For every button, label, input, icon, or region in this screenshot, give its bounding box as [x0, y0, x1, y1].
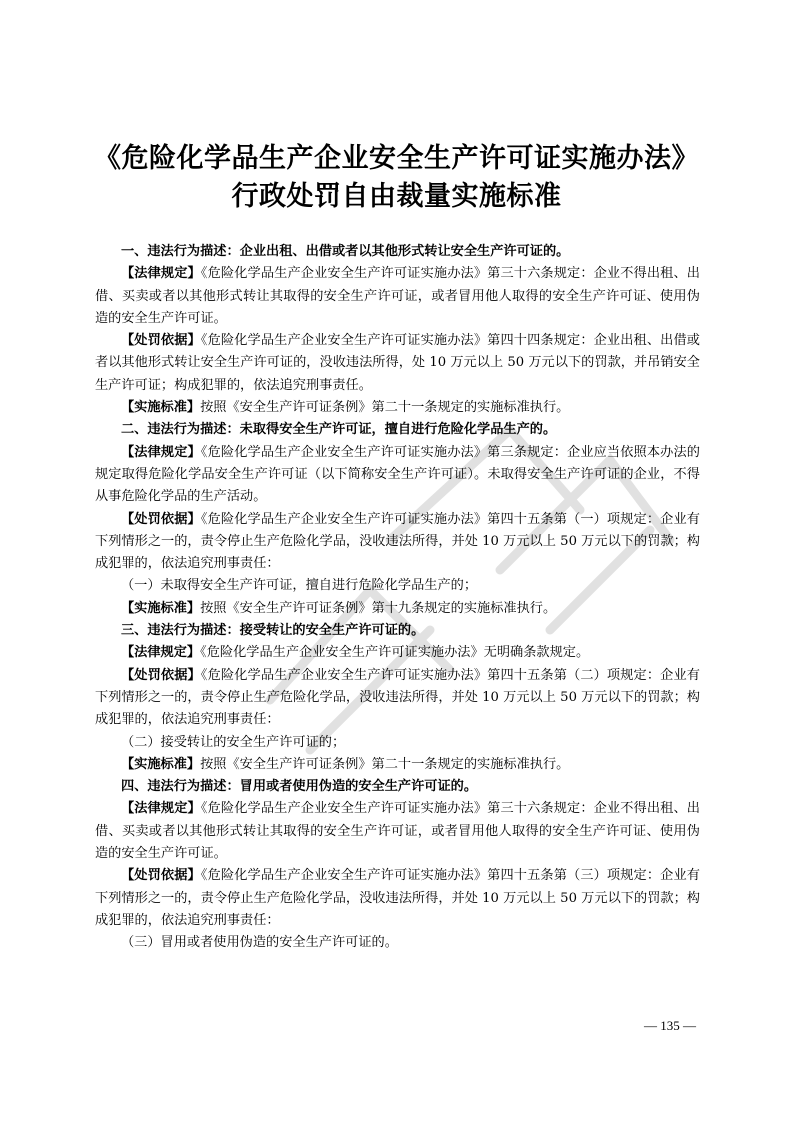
legal-provision — [95, 642, 700, 664]
penalty-item: （一）未取得安全生产许可证，擅自进行危险化学品生产的； — [121, 578, 478, 594]
document-body — [95, 241, 700, 955]
implementation-standard-label: 【实施标准】 — [121, 600, 201, 616]
penalty-basis-text: 《危险化学品生产企业安全生产许可证实施办法》第四十五条第（一）项规定：企业有下列情形之一的，责令停止生产危险化学品，没收违法所得，并处 10 万元以上 50 万元以下的罚款；构成犯罪的，依法追究刑事责任： — [95, 511, 700, 572]
implementation-standard — [95, 754, 700, 776]
legal-provision-label: 【法律规定】 — [121, 444, 201, 460]
penalty-basis-text: 《危险化学品生产企业安全生产许可证实施办法》第四十五条第（二）项规定：企业有下列情形之一的，责令停止生产危险化学品，没收违法所得，并处 10 万元以上 50 万元以下的罚款；构成犯罪的，依法追究刑事责任： — [95, 667, 700, 728]
penalty-basis-text: 《危险化学品生产企业安全生产许可证实施办法》第四十五条第（三）项规定：企业有下列情形之一的，责令停止生产危险化学品，没收违法所得，并处 10 万元以上 50 万元以下的罚款；构成犯罪的，依法追究刑事责任： — [95, 868, 700, 928]
penalty-basis — [95, 509, 700, 576]
title-line-1: 《危险化学品生产企业安全生产许可证实施办法》 — [94, 143, 699, 174]
legal-provision — [95, 798, 700, 865]
page-number: — 135 — — [644, 1018, 696, 1033]
implementation-standard — [95, 397, 700, 419]
section-heading: 二、违法行为描述：未取得安全生产许可证，擅自进行危险化学品生产的。 — [121, 422, 557, 438]
implementation-standard-label: 【实施标准】 — [121, 756, 201, 772]
legal-provision — [95, 263, 700, 330]
legal-provision-label: 【法律规定】 — [121, 266, 201, 282]
title-line-2: 行政处罚自由裁量实施标准 — [231, 181, 562, 212]
section-heading: 一、违法行为描述：企业出租、出借或者以其他形式转让安全生产许可证的。 — [121, 244, 570, 259]
penalty-basis-text: 《危险化学品生产企业安全生产许可证实施办法》第四十四条规定：企业出租、出借或者以其他形式转让安全生产许可证的，没收违法所得，处 10 万元以上 50 万元以下的罚款，并吊销安全生产许可证；构成犯罪的，依法追究刑事责任。 — [95, 333, 700, 393]
legal-provision-text: 《危险化学品生产企业安全生产许可证实施办法》第三十六条规定：企业不得出租、出借、买卖或者以其他形式转让其取得的安全生产许可证，或者冒用他人取得的安全生产许可证、使用伪造的安全生产许可证。 — [95, 801, 700, 862]
penalty-basis-label: 【处罚依据】 — [121, 333, 201, 349]
legal-provision-label: 【法律规定】 — [121, 801, 201, 817]
penalty-item: （二）接受转让的安全生产许可证的； — [121, 734, 346, 750]
penalty-basis — [95, 865, 700, 932]
implementation-standard-text: 按照《安全生产许可证条例》第十九条规定的实施标准执行。 — [200, 600, 557, 616]
legal-provision-text: 《危险化学品生产企业安全生产许可证实施办法》第三条规定：企业应当依照本办法的规定取得危险化学品安全生产许可证（以下简称安全生产许可证）。未取得安全生产许可证的企业，不得从事危险化学品的生产活动。 — [95, 444, 700, 505]
penalty-basis-label: 【处罚依据】 — [121, 868, 201, 884]
implementation-standard-text: 按照《安全生产许可证条例》第二十一条规定的实施标准执行。 — [200, 756, 570, 772]
section-heading: 三、违法行为描述：接受转让的安全生产许可证的。 — [121, 623, 425, 639]
penalty-basis-label: 【处罚依据】 — [121, 511, 201, 527]
implementation-standard-text: 按照《安全生产许可证条例》第二十一条规定的实施标准执行。 — [200, 400, 570, 416]
legal-provision — [95, 442, 700, 509]
penalty-basis-label: 【处罚依据】 — [121, 667, 201, 683]
penalty-item: （三）冒用或者使用伪造的安全生产许可证的。 — [121, 935, 398, 951]
section-heading: 四、违法行为描述：冒用或者使用伪造的安全生产许可证的。 — [121, 779, 478, 795]
penalty-basis — [95, 665, 700, 732]
document-title — [40, 140, 753, 216]
legal-provision-text: 《危险化学品生产企业安全生产许可证实施办法》无明确条款规定。 — [200, 645, 590, 661]
penalty-basis — [95, 330, 700, 397]
legal-provision-label: 【法律规定】 — [121, 645, 201, 661]
legal-provision-text: 《危险化学品生产企业安全生产许可证实施办法》第三十六条规定：企业不得出租、出借、买卖或者以其他形式转让其取得的安全生产许可证，或者冒用他人取得的安全生产许可证、使用伪造的安全生产许可证。 — [95, 266, 700, 326]
implementation-standard-label: 【实施标准】 — [121, 400, 201, 416]
implementation-standard — [95, 598, 700, 620]
